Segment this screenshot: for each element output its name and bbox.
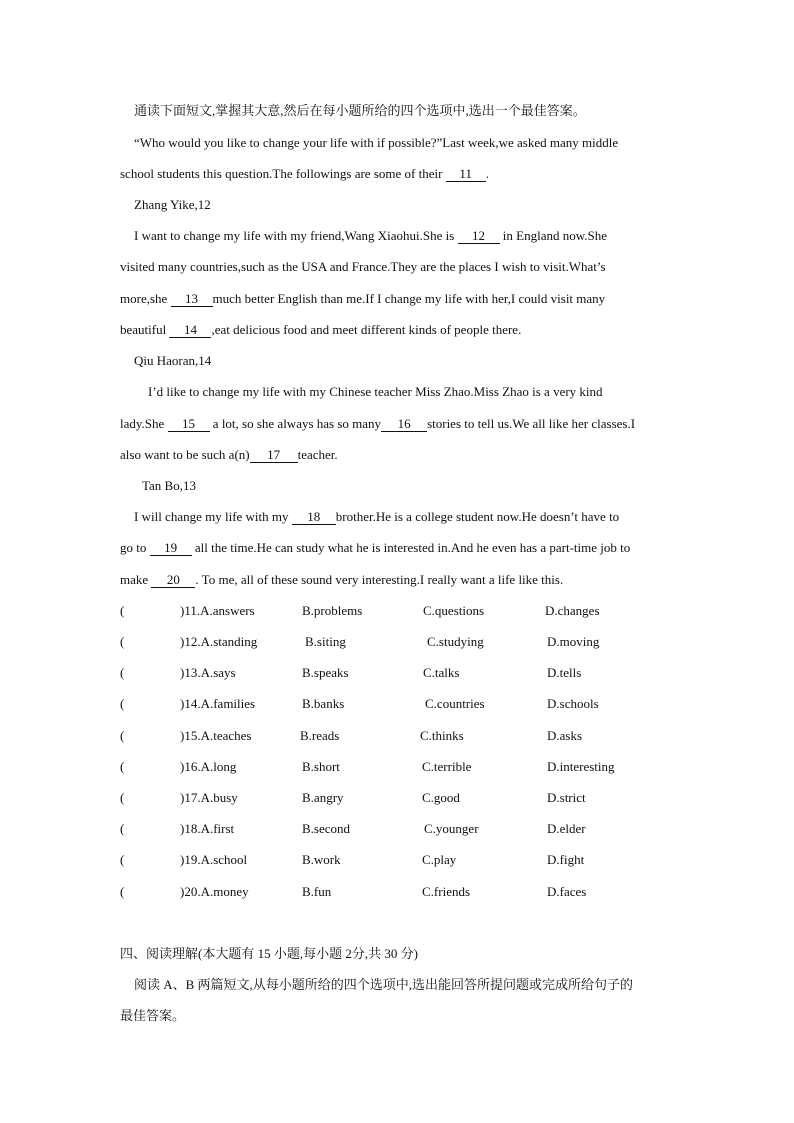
passage-text: teacher. [297, 447, 338, 462]
cloze-instruction: 通读下面短文,掌握其大意,然后在每小题所给的四个选项中,选出一个最佳答案。 [134, 103, 586, 118]
passage-line: visited many countries,such as the USA and France.They are the places I wish to visit.What’s [120, 259, 606, 274]
option-d: D.elder [547, 821, 586, 836]
passage-text: school students this question.The followings are some of their [120, 166, 446, 181]
passage-text: go to [120, 540, 150, 555]
blank-14: 14 [169, 323, 211, 338]
answer-paren: ( [120, 852, 125, 867]
option-a: )17.A.busy [180, 790, 238, 805]
passage-line [120, 447, 338, 463]
blank-12: 12 [458, 229, 500, 244]
option-d: D.strict [547, 790, 586, 805]
blank-15: 15 [168, 417, 210, 432]
option-a: )20.A.money [180, 884, 249, 899]
passage-text: a lot, so she always has so many [209, 416, 382, 431]
option-d: D.interesting [547, 759, 615, 774]
answer-paren: ( [120, 634, 125, 649]
blank-13: 13 [171, 292, 213, 307]
passage-line [134, 228, 607, 244]
option-b: B.fun [302, 884, 332, 899]
passage-text: all the time.He can study what he is interested in.And he even has a part-time job to [191, 540, 631, 555]
passage-text: . [485, 166, 489, 181]
section-instruction: 最佳答案。 [120, 1008, 186, 1023]
option-c: C.terrible [422, 759, 472, 774]
option-c: C.talks [423, 665, 460, 680]
option-b: B.work [302, 852, 341, 867]
option-c: C.countries [425, 696, 485, 711]
option-a: )16.A.long [180, 759, 237, 774]
passage-text: lady.She [120, 416, 168, 431]
option-c: C.friends [422, 884, 471, 899]
blank-11: 11 [446, 167, 486, 182]
passage-text: I want to change my life with my friend,Wang Xiaohui.She is [134, 228, 458, 243]
option-c: C.questions [423, 603, 485, 618]
passage-text: . To me, all of these sound very interesting.I really want a life like this. [195, 572, 564, 587]
answer-paren: ( [120, 665, 125, 680]
blank-20: 20 [151, 573, 195, 588]
option-d: D.schools [547, 696, 599, 711]
option-a: )11.A.answers [180, 603, 255, 618]
option-a: )13.A.says [180, 665, 236, 680]
passage-text: stories to tell us.We all like her classes.I [427, 416, 636, 431]
answer-paren: ( [120, 728, 125, 743]
option-b: B.problems [302, 603, 363, 618]
answer-paren: ( [120, 884, 125, 899]
option-d: D.moving [547, 634, 600, 649]
passage-text: I will change my life with my [134, 509, 292, 524]
option-d: D.tells [547, 665, 582, 680]
passage-line [120, 416, 635, 432]
option-a: )14.A.families [180, 696, 256, 711]
section-heading: 四、阅读理解(本大题有 15 小题,每小题 2分,共 30 分) [120, 946, 418, 961]
speaker-name: Zhang Yike,12 [134, 197, 211, 212]
answer-paren: ( [120, 759, 125, 774]
passage-line [120, 540, 630, 556]
option-a: )19.A.school [180, 852, 248, 867]
passage-text: in England now.She [499, 228, 608, 243]
option-a: )12.A.standing [180, 634, 258, 649]
passage-line [120, 572, 563, 588]
option-d: D.faces [547, 884, 587, 899]
option-c: C.younger [424, 821, 479, 836]
option-a: )18.A.first [180, 821, 235, 836]
option-b: B.angry [302, 790, 344, 805]
option-b: B.second [302, 821, 351, 836]
option-d: D.fight [547, 852, 585, 867]
option-b: B.short [302, 759, 340, 774]
option-c: C.studying [427, 634, 484, 649]
option-c: C.thinks [420, 728, 464, 743]
blank-17: 17 [250, 448, 298, 463]
passage-line: I’d like to change my life with my Chinese teacher Miss Zhao.Miss Zhao is a very kind [148, 384, 603, 399]
passage-text: also want to be such a(n) [120, 447, 250, 462]
speaker-name: Tan Bo,13 [142, 478, 196, 493]
option-d: D.asks [547, 728, 583, 743]
option-b: B.banks [302, 696, 345, 711]
answer-paren: ( [120, 790, 125, 805]
speaker-name: Qiu Haoran,14 [134, 353, 212, 368]
option-c: C.play [422, 852, 457, 867]
passage-text: make [120, 572, 152, 587]
option-b: B.siting [305, 634, 346, 649]
passage-line [120, 166, 489, 182]
option-b: B.speaks [302, 665, 349, 680]
passage-text: brother.He is a college student now.He doesn’t have to [335, 509, 620, 524]
passage-text: more,she [120, 291, 171, 306]
section-instruction: 阅读 A、B 两篇短文,从每小题所给的四个选项中,选出能回答所提问题或完成所给句子的 [134, 977, 634, 992]
blank-19: 19 [150, 541, 192, 556]
option-b: B.reads [300, 728, 340, 743]
answer-paren: ( [120, 696, 125, 711]
passage-text: ,eat delicious food and meet different kinds of people there. [211, 322, 522, 337]
answer-paren: ( [120, 603, 125, 618]
blank-16: 16 [381, 417, 427, 432]
passage-line [134, 509, 619, 525]
passage-line: “Who would you like to change your life with if possible?”Last week,we asked many middle [134, 135, 619, 150]
blank-18: 18 [292, 510, 336, 525]
option-d: D.changes [545, 603, 600, 618]
answer-paren: ( [120, 821, 125, 836]
passage-text: much better English than me.If I change my life with her,I could visit many [212, 291, 606, 306]
option-a: )15.A.teaches [180, 728, 252, 743]
option-c: C.good [422, 790, 460, 805]
passage-line [120, 291, 605, 307]
passage-line [120, 322, 521, 338]
passage-text: beautiful [120, 322, 170, 337]
